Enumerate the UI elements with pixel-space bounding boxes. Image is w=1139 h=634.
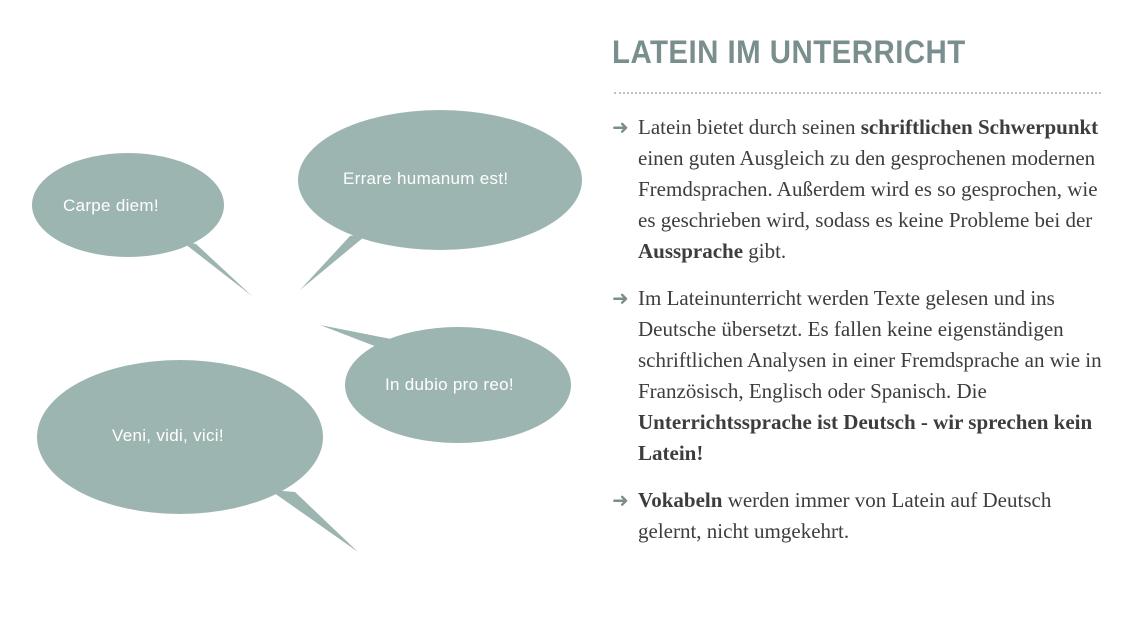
speech-bubble-carpe-diem: [32, 153, 252, 296]
arrow-bullet-icon: ➜: [612, 286, 629, 310]
bubble-label-in-dubio-pro-reo: In dubio pro reo!: [385, 375, 514, 394]
bubble-label-veni-vidi-vici: Veni, vidi, vici!: [112, 426, 224, 445]
content-column: [612, 0, 1112, 634]
bullet-list: [612, 112, 1104, 563]
speech-bubble-veni-vidi-vici: [37, 360, 358, 552]
list-item: [612, 283, 1104, 469]
arrow-bullet-icon: ➜: [612, 115, 629, 139]
bullet-text-unterrichtssprache: Im Lateinunterricht werden Texte gelesen und ins Deutsche übersetzt. Es fallen keine eigenständigen schriftlichen Analysen in einer Fremdsprache an wie in Französisch, Englisch oder Spanisch. Die Unterrichtssprache ist Deutsch - wir sprechen kein Latein!: [638, 286, 1102, 465]
list-item: [612, 112, 1104, 267]
bubble-label-errare-humanum-est: Errare humanum est!: [343, 169, 509, 188]
arrow-bullet-icon: ➜: [612, 488, 629, 512]
page-title: LATEIN IM UNTERRICHT: [612, 34, 966, 70]
speech-bubble-errare-humanum-est: [298, 110, 582, 290]
title-divider: [614, 92, 1101, 94]
list-item: [612, 485, 1104, 547]
bubble-label-carpe-diem: Carpe diem!: [63, 196, 159, 215]
bullet-text-vokabeln: Vokabeln werden immer von Latein auf Deutsch gelernt, nicht umgekehrt.: [638, 488, 1052, 543]
bullet-text-schwerpunkt: Latein bietet durch seinen schriftlichen Schwerpunkt einen guten Ausgleich zu den gesprochenen modernen Fremdsprachen. Außerdem wird es so gesprochen, wie es geschrieben wird, sodass es keine Probleme bei der Aussprache gibt.: [638, 115, 1099, 263]
